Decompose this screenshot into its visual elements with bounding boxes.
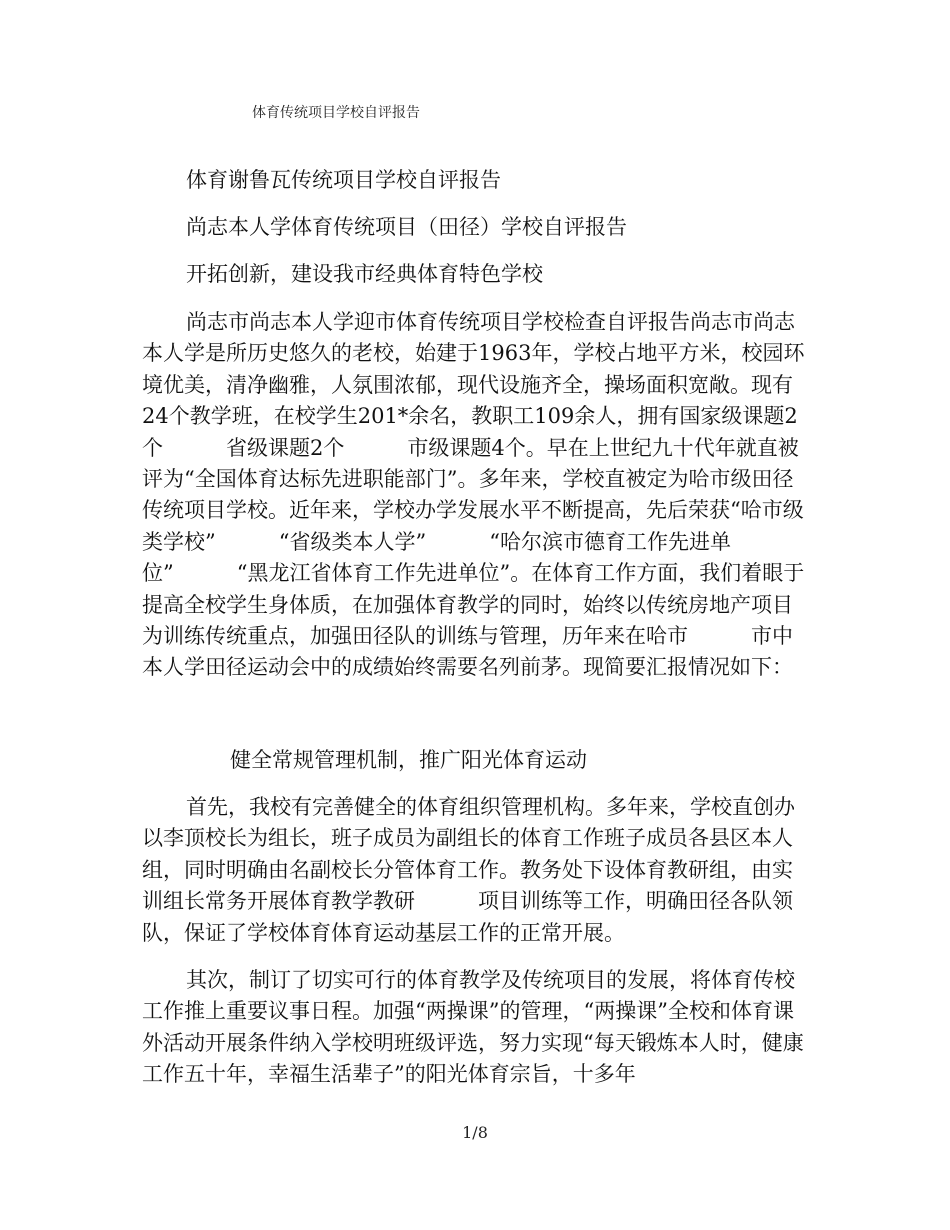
document-slogan: 开拓创新，建设我市经典体育特色学校 <box>186 262 543 286</box>
running-header: 体育传统项目学校自评报告 <box>252 105 420 121</box>
document-title: 体育谢鲁瓦传统项目学校自评报告 <box>186 168 501 192</box>
document-subtitle: 尚志本人学体育传统项目（田径）学校自评报告 <box>186 215 627 239</box>
body-paragraph-organization: 首先，我校有完善健全的体育组织管理机构。多年来，学校直创办以李顶校长为组长，班子成员为副组长的体育工作班子成员各县区本人组，同时明确由名副校长分管体育工作。教务处下设体育教研组，由实训组长常务开展体育教学教研 项目训练等工作，明确田径各队领队，保证了学校体育体育运动基层工作的正常开展。 <box>142 795 795 945</box>
page-number: 1/8 <box>462 1123 488 1142</box>
body-paragraph-intro: 尚志市尚志本人学迎市体育传统项目学校检查自评报告尚志市尚志本人学是所历史悠久的老校，始建于1963年，学校占地平方米，校园环境优美，清净幽雅，人氛围浓郁，现代设施齐全，操场面积宽敞。现有24个教学班，在校学生201*余名，教职工109余人，拥有国家级课题2个 省级课题2个 市级课题4个。早在上世纪九十代年就直被评为“全国体育达标先进职能部门”。多年来，学校直被定为哈市级田径传统项目学校。近年来，学校办学发展水平不断提高，先后荣获“哈市级类学校” “省级类本人学” “哈尔滨市德育工作先进单位” “黑龙江省体育工作先进单位”。在体育工作方面，我们着眼于提高全校学生身体质，在加强体育教学的同时，始终以传统房地产项目为训练传统重点，加强田径队的训练与管理，历年来在哈市 市中本人学田径运动会中的成绩始终需要名列前茅。现简要汇报情况如下： <box>142 310 805 680</box>
body-paragraph-planning: 其次，制订了切实可行的体育教学及传统项目的发展，将体育传校工作推上重要议事日程。加强“两操课”的管理，“两操课”全校和体育课外活动开展条件纳入学校明班级评选，努力实现“每天锻炼本人时，健康工作五十年，幸福生活辈子”的阳光体育宗旨，十多年 <box>142 968 804 1087</box>
section-heading: 健全常规管理机制，推广阳光体育运动 <box>230 748 587 772</box>
